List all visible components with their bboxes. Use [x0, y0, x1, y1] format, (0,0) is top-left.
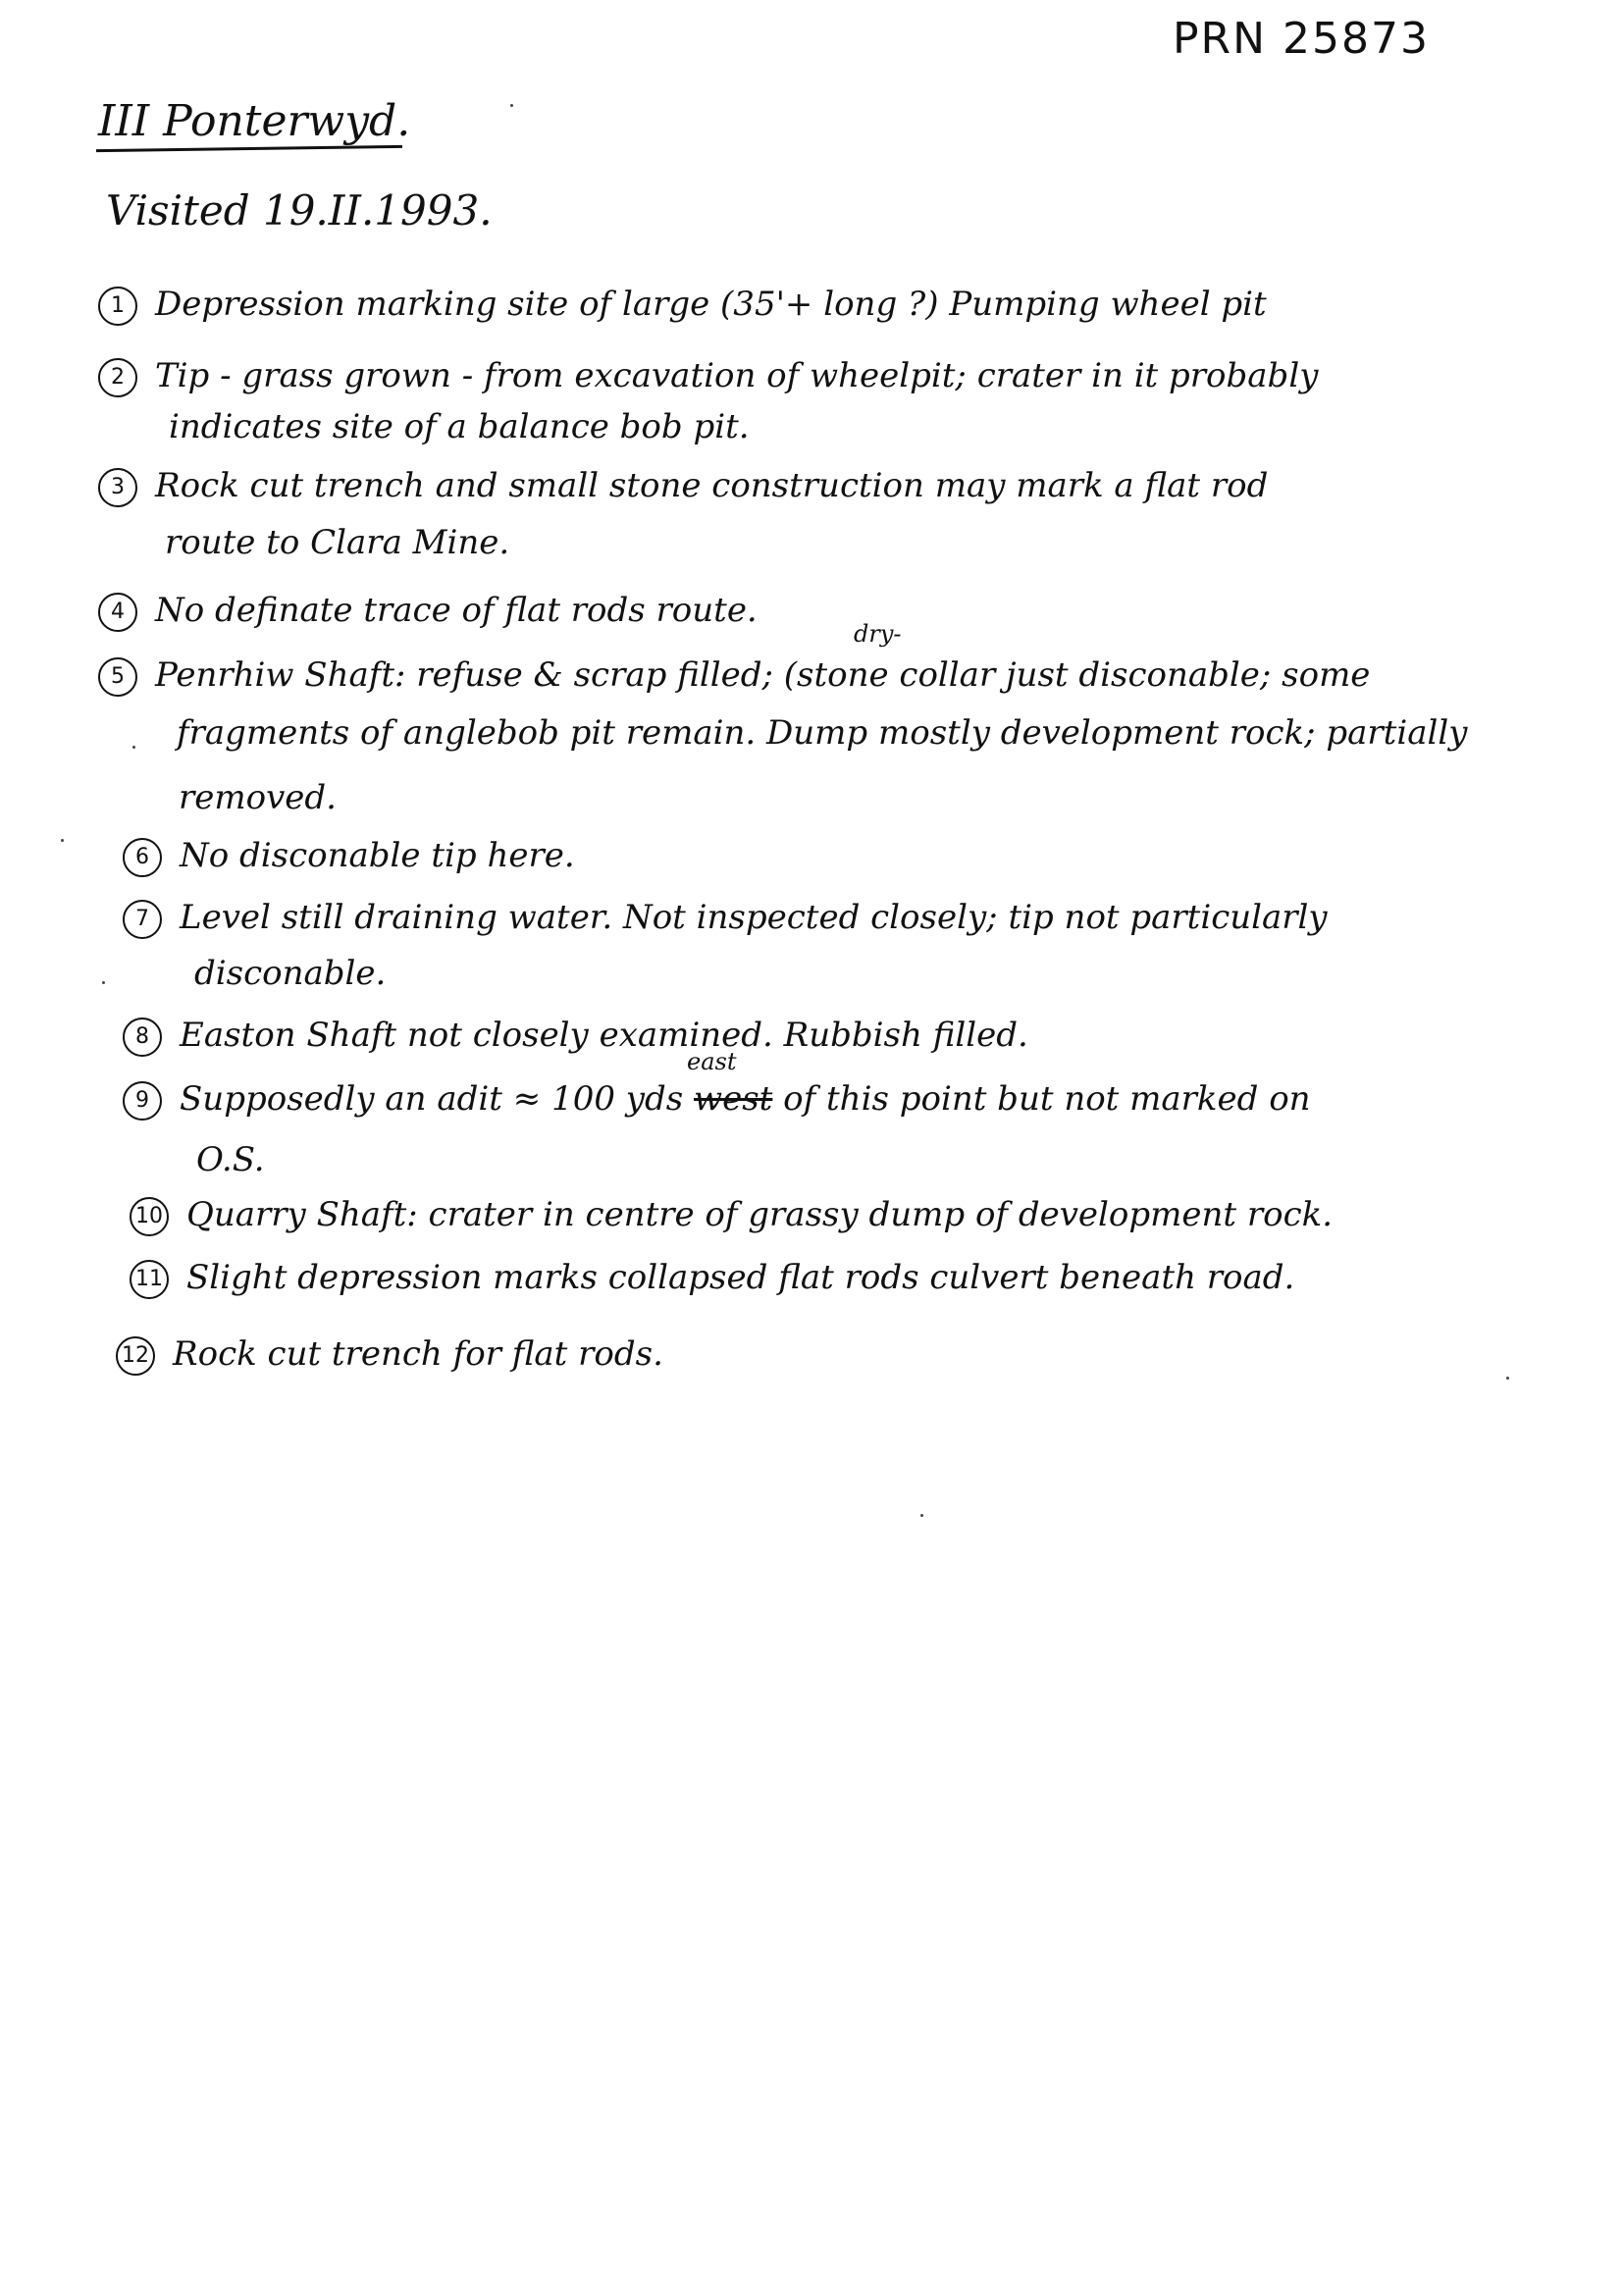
note-text: Depression marking site of large (35'+ long ?) Pumping wheel pit — [155, 285, 1267, 324]
note-text-continued: O.S. — [196, 1140, 265, 1179]
note-text: Rock cut trench and small stone construction may mark a flat rod — [155, 466, 1269, 505]
note-text: No disconable tip here. — [180, 836, 575, 875]
note-number: 7 — [123, 900, 162, 939]
insertion-note: east — [687, 1048, 737, 1075]
note-text: Level still draining water. Not inspected closely; tip not particularly — [180, 898, 1328, 937]
scan-speck — [61, 839, 64, 842]
note-text: Slight depression marks collapsed flat rods culvert beneath road. — [186, 1258, 1295, 1297]
insertion-note: dry- — [854, 620, 902, 648]
note-number: 4 — [98, 593, 137, 632]
note-text-continued: removed. — [179, 778, 337, 817]
note-number: 3 — [98, 468, 137, 507]
note-number: 2 — [98, 358, 137, 397]
scan-speck — [132, 746, 135, 749]
note-number: 6 — [123, 838, 162, 877]
note-text: of this point but not marked on — [783, 1079, 1311, 1119]
note-text-continued: fragments of anglebob pit remain. Dump mostly development rock; partially — [177, 713, 1468, 753]
note-number: 10 — [130, 1197, 169, 1236]
note-item — [130, 1258, 1294, 1299]
visit-date: Visited 19.II.1993. — [106, 186, 493, 235]
note-text-continued: route to Clara Mine. — [165, 523, 510, 562]
note-number: 1 — [98, 287, 137, 326]
note-item — [123, 898, 1328, 939]
note-item — [98, 655, 1370, 697]
note-item — [123, 1016, 1028, 1057]
note-text-continued: indicates site of a balance bob pit. — [169, 407, 750, 446]
note-text: Tip - grass grown - from excavation of wheelpit; crater in it probably — [155, 356, 1319, 395]
note-item — [98, 285, 1267, 326]
note-text: No definate trace of flat rods route. — [155, 591, 758, 630]
scan-speck — [102, 981, 105, 984]
note-text: Rock cut trench for flat rods. — [173, 1334, 663, 1374]
note-text: Easton Shaft not closely examined. Rubbish filled. — [180, 1016, 1028, 1055]
note-text: Supposedly an adit ≈ 100 yds — [180, 1079, 684, 1119]
note-number: 9 — [123, 1081, 162, 1121]
note-item — [98, 591, 758, 632]
note-item — [116, 1334, 663, 1376]
page-title: III Ponterwyd. — [98, 96, 411, 146]
scan-speck — [920, 1514, 923, 1517]
note-number: 12 — [116, 1336, 155, 1376]
scan-speck — [510, 104, 513, 107]
note-item — [98, 466, 1268, 507]
note-item — [98, 356, 1318, 397]
note-item — [123, 1079, 1311, 1121]
note-text: Penrhiw Shaft: refuse & scrap filled; (stone collar just disconable; some — [155, 655, 1371, 695]
scan-speck — [1506, 1377, 1509, 1380]
note-text: Quarry Shaft: crater in centre of grassy dump of development rock. — [186, 1195, 1334, 1234]
prn-reference: PRN 25873 — [1173, 14, 1430, 64]
note-item — [130, 1195, 1333, 1236]
note-text-continued: disconable. — [194, 954, 387, 993]
note-number: 8 — [123, 1018, 162, 1057]
note-number: 11 — [130, 1260, 169, 1299]
struck-word: west — [694, 1079, 773, 1119]
note-item — [123, 836, 575, 877]
note-number: 5 — [98, 657, 137, 697]
